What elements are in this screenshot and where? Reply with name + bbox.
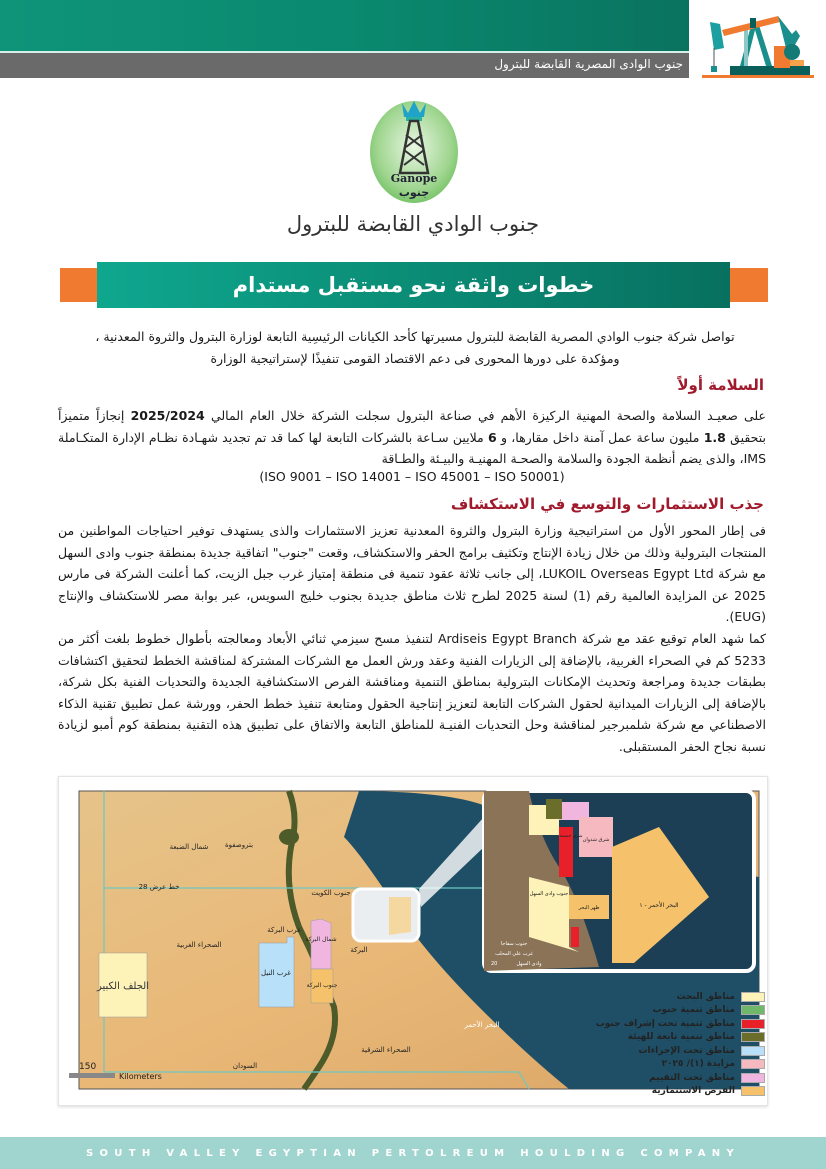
legend-label: مناطق تنمية جنوب bbox=[652, 1005, 735, 1016]
label-gilf-kebir: الجلف الكبير bbox=[96, 981, 150, 992]
label-west-nile: غرب النيل bbox=[261, 969, 291, 977]
scale-unit: Kilometers bbox=[119, 1072, 162, 1081]
legend-swatch bbox=[741, 1046, 765, 1056]
legend-swatch bbox=[741, 992, 765, 1002]
scale-value: 150 bbox=[79, 1062, 97, 1072]
safety-text-1: على صعيـد السلامة والصحة المهنية الركيزة الأهم في صناعة البترول سجلت الشركة خلال العام المالي bbox=[210, 408, 767, 423]
header-subtitle: جنوب الوادى المصرية القابضة للبترول bbox=[494, 57, 683, 71]
scale-bar bbox=[69, 1073, 115, 1078]
label-south-baraka: جنوب البركة bbox=[306, 982, 338, 989]
label-north-baraka: شمال البركة bbox=[305, 936, 337, 943]
label-lat28: خط عرض 28 bbox=[138, 883, 180, 891]
legend-label: مناطق تحت التقييم bbox=[649, 1072, 735, 1083]
legend-item bbox=[560, 1031, 765, 1045]
legend-label: مناطق البحث bbox=[676, 991, 735, 1002]
svg-text:Ganope: Ganope bbox=[390, 172, 438, 185]
svg-text:جنوب: جنوب bbox=[398, 186, 430, 199]
banner-accent-left bbox=[60, 268, 97, 302]
inset-label-wadi-sahl: وادى السهل bbox=[516, 961, 542, 967]
legend-label: مناطق تنمية تابعة للهيئة bbox=[627, 1032, 735, 1043]
inset-block-dev bbox=[571, 927, 579, 947]
locator-block bbox=[389, 897, 411, 935]
label-red-sea: البحر الأحمر bbox=[464, 1021, 500, 1029]
legend-swatch bbox=[741, 1086, 765, 1096]
oil-pumpjack-icon bbox=[700, 4, 818, 80]
fayoum-oasis bbox=[279, 829, 299, 845]
legend-item bbox=[560, 990, 765, 1004]
safety-text-2: مليون ساعة عمل آمنة داخل مقارها، و bbox=[500, 429, 700, 445]
legend-swatch bbox=[741, 1005, 765, 1015]
inset-label-south-wadi-sahl: جنوب وادى السهل bbox=[529, 891, 569, 897]
legend-swatch bbox=[741, 1019, 765, 1029]
legend-item bbox=[560, 1071, 765, 1085]
legend-item bbox=[560, 1085, 765, 1099]
legend-swatch bbox=[741, 1059, 765, 1069]
safe-hours-affiliates: 6 bbox=[488, 429, 497, 445]
inset-block-egpc bbox=[546, 799, 562, 819]
safe-hours-company: 1.8 bbox=[703, 429, 726, 445]
footer-company-name: SOUTH VALLEY EGYPTIAN PERTOLREUM HOULDING COMPANY bbox=[86, 1147, 740, 1159]
safety-text-1b: إنجازاً متميزاً بتحقيق bbox=[58, 408, 766, 445]
ganope-logo bbox=[366, 95, 462, 205]
legend-swatch bbox=[741, 1073, 765, 1083]
legend-item bbox=[560, 1017, 765, 1031]
iso-standards: (ISO 9001 – ISO 14001 – ISO 45001 – ISO 50001) bbox=[259, 469, 565, 484]
legend-label: الفرص الاستثمارية bbox=[651, 1086, 735, 1097]
label-west-baraka: غرب البركة bbox=[267, 926, 301, 934]
inset-scale-value: 20 bbox=[491, 961, 498, 967]
label-sudan: السودان bbox=[232, 1062, 258, 1070]
inset-label-zeit-bay: ظهر البحر bbox=[578, 905, 600, 911]
legend-item bbox=[560, 1058, 765, 1072]
fiscal-year: 2025/2024 bbox=[130, 408, 205, 423]
legend-label: مناطق تحت الإجراءات bbox=[638, 1045, 735, 1056]
legend-label: مناطق تنمية تحت إشراف جنوب bbox=[595, 1018, 735, 1029]
label-western-desert: الصحراء الغربية bbox=[176, 941, 222, 949]
intro-line-2: ومؤكدة على دورها المحورى فى دعم الاقتصاد القومى تنفيذًا لإستراتيجية الوزارة bbox=[210, 350, 620, 366]
label-north-dabaa: شمال الضبعة bbox=[169, 843, 209, 851]
intro-line-1: تواصل شركة جنوب الوادي المصرية القابضة للبترول مسيرتها كأحد الكيانات الرئيسِية التابعة لوزارة البترول والثروة المعدنية ، bbox=[95, 329, 735, 344]
safety-text-3: ملايين سـاعة بالشركات التابعة لها كما قد تم تجديد شهـادة نظـام الإدارة المتكـاملة IMS، والذى يضم أنظمة الجودة والسلامة والصحـة المهنيـة والبيـئة والطـاقة bbox=[58, 429, 766, 466]
inset-label-east-gemsa: شرق جمسة bbox=[559, 834, 583, 839]
safety-heading: السلامة أولاً bbox=[677, 376, 764, 394]
investment-heading: جذب الاستثمارات والتوسع في الاستكشاف bbox=[450, 495, 764, 513]
company-title: جنوب الوادي القابضة للبترول bbox=[286, 212, 540, 236]
inset-label-south-safaga: جنوب سفاجا bbox=[500, 941, 528, 947]
safety-paragraph bbox=[58, 405, 766, 470]
legend-item bbox=[560, 1044, 765, 1058]
legend-swatch bbox=[741, 1032, 765, 1042]
banner-title: خطوات واثقة نحو مستقبل مستدام bbox=[232, 273, 595, 297]
label-eastern-desert: الصحراء الشرقية bbox=[361, 1046, 411, 1054]
investment-paragraph-1: فى إطار المحور الأول من استراتيجية وزارة البترول والثروة المعدنية تعزيز الاستثمارات والذى يستهدف توفير احتياجات المواطنين من المنتجات البترولية وذلك من خلال زيادة الإنتاج وتكثيف برامج الحفر والاستكشاف، وقعت "جنوب" اتفاقية جديدة بمنطقة جنوب وادى السهل مع شركة LUKOIL Overseas Egypt Ltd، إلى جانب ثلاثة عقود تنمية فى منطقة إمتياز غرب جبل الزيت، كما أعلنت الشركة فى مارس 2025 عن المزايدة العالمية رقم (1) لسنة 2025 لطرح ثلاث مناطق جديدة بجنوب خليج السويس، عبر بوابة مصر للاستكشاف والإنتاج (EUG). bbox=[58, 523, 766, 624]
map-legend bbox=[560, 990, 765, 1098]
inset-label-red-sea-1: البحر الأحمر - ١ bbox=[639, 902, 679, 909]
inset-label-west-ali-mahlab: غرب علي المحلب bbox=[495, 951, 533, 957]
title-banner bbox=[97, 262, 730, 308]
label-baraka: البركة bbox=[350, 946, 368, 954]
legend-item bbox=[560, 1004, 765, 1018]
legend-label: مزايدة (١)/ ٢٠٢٥ bbox=[661, 1059, 735, 1070]
inset-label-east-shadwan: شرق شدوان bbox=[582, 837, 610, 843]
banner-accent-right bbox=[730, 268, 768, 302]
footer-band bbox=[0, 1137, 826, 1169]
header-band bbox=[0, 0, 689, 51]
intro-paragraph bbox=[60, 326, 770, 369]
label-petrosafa: بتروصفوة bbox=[224, 841, 254, 849]
label-south-kuwait: جنوب الكويت bbox=[311, 889, 351, 897]
investment-paragraph-2: كما شهد العام توقيع عقد مع شركة Ardiseis Egypt Branch لتنفيذ مسح سيزمي ثنائي الأبعاد ومعالجته بأطوال خطوط بلغت أكثر من 5233 كم في الصحراء الغربية، بالإضافة إلى الزيارات الفنية وعقد ورش العمل مع الشركات المشتركة لمناقشة الخطط لتحقيق اكتشافات بطبقات جديدة ومراجعة وتحديث الإمكانات البترولية بمناطق التنمية ومناقشة الفرص الاستكشافية الجديدة والتحديات الفنية بكل شركة، بالإضافة إلى الزيارات الميدانية لحقول الشركات التابعة لتعزيز إنتاجية الحقول ومتابعة تنفيذ خطط الحفر، وورشة عمل تطبيق تقنية الذكاء الاصطناعي مع شركة شلمبرجير لمناقشة وحل التحديات الفنيـة للمناطق التابعة والاتفاق على تطبيق هذه التقنية بمنطقة كوم أمبو لزيادة نسبة نجاح الحفر المستقبلى. bbox=[58, 631, 766, 754]
block-north-baraka bbox=[311, 919, 331, 969]
